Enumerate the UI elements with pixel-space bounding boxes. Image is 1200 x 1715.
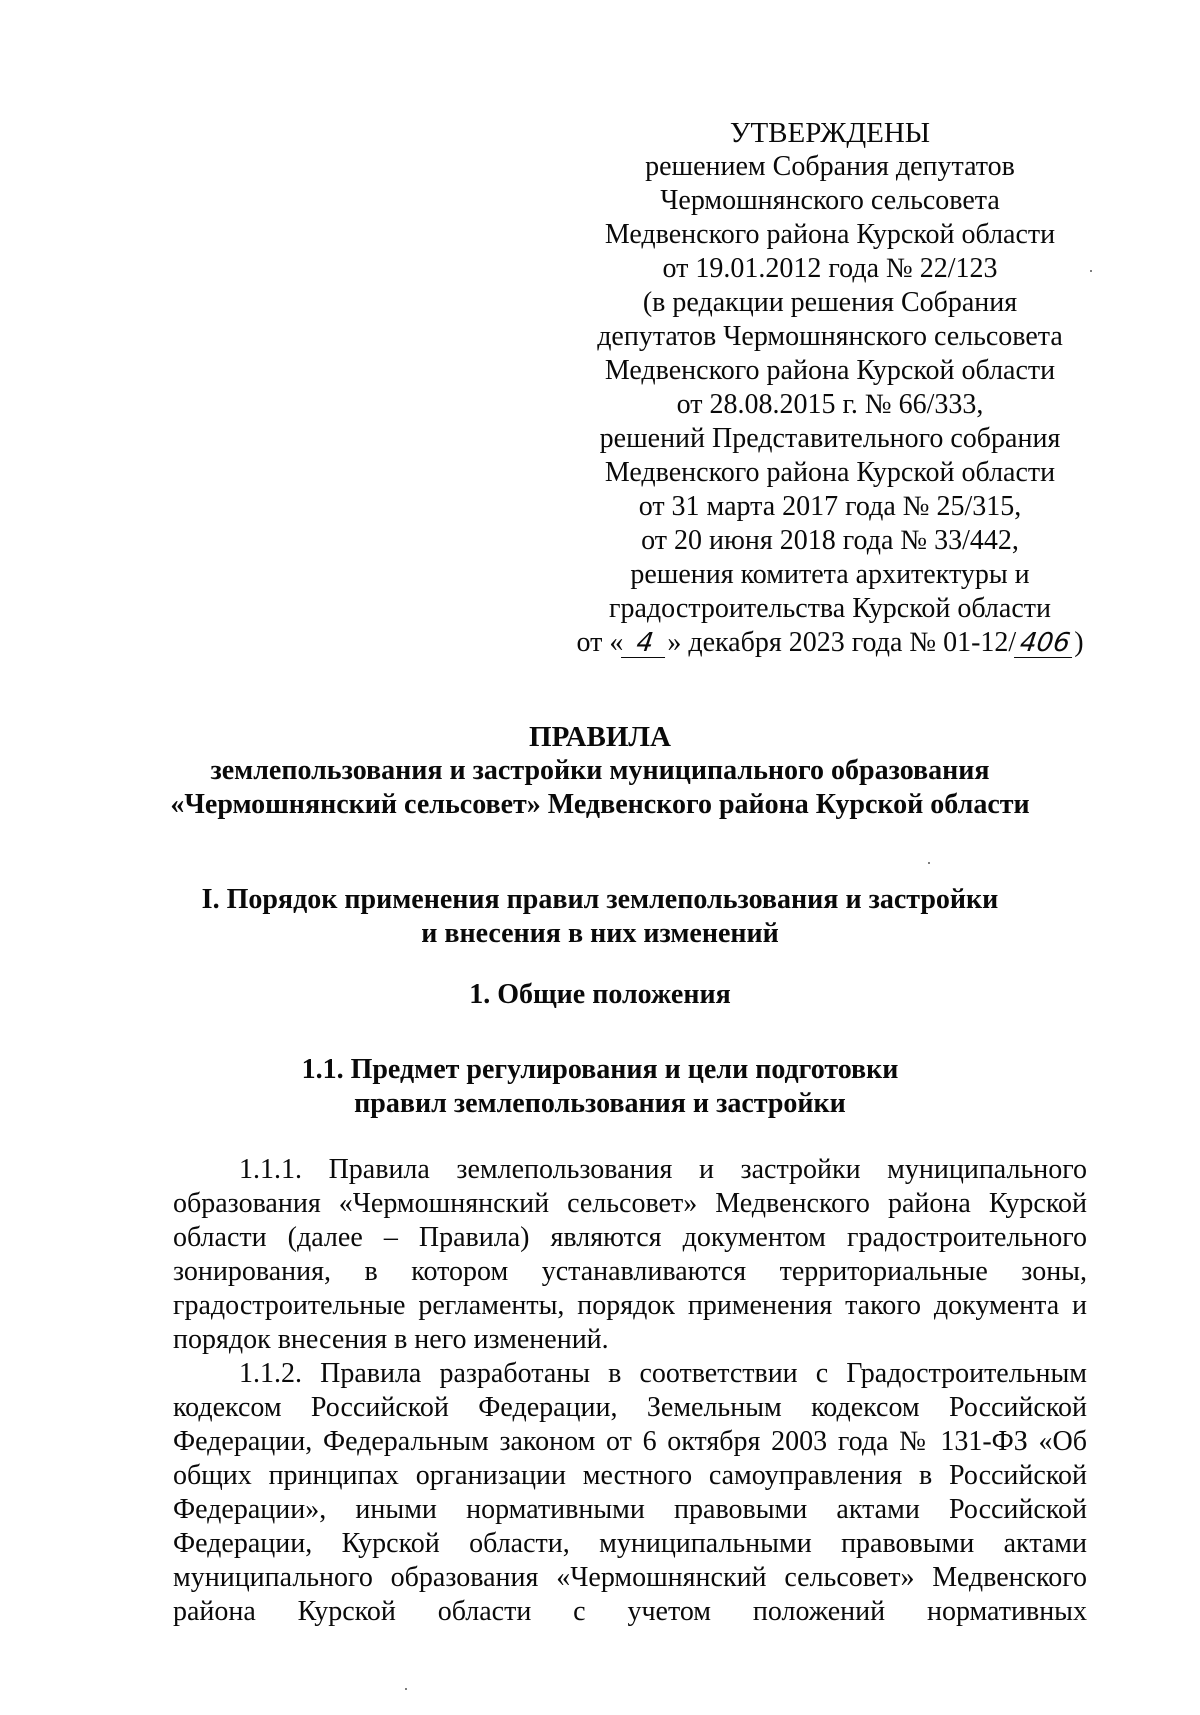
- document-subtitle-line: «Чермошнянский сельсовет» Медвенского района Курской области: [170, 789, 1030, 820]
- approval-line: от 31 марта 2017 года № 25/315,: [638, 491, 1022, 522]
- subsection-heading-line: 1.1. Предмет регулирования и цели подготовки: [301, 1054, 899, 1085]
- approval-date-suffix: ): [1074, 627, 1084, 658]
- approval-line: решения комитета архитектуры и: [630, 559, 1030, 590]
- scan-speck: [1090, 270, 1092, 272]
- handwritten-day: 4: [621, 629, 669, 658]
- approval-line: депутатов Чермошнянского сельсовета: [597, 321, 1063, 352]
- handwritten-number: 406: [1014, 629, 1076, 658]
- approval-date-middle: » декабря 2023 года № 01-12/: [667, 627, 1017, 658]
- approval-date-line: [560, 626, 1100, 660]
- approval-date-prefix: от «: [576, 627, 624, 658]
- paragraph-1-1-1: 1.1.1. Правила землепользования и застройки муниципального образования «Чермошнянский сельсовет» Медвенского района Курской области (далее – Правила) являются документом градостроительного зонирования, в котором устанавливаются территориальные зоны, градостроительные регламенты, порядок применения такого документа и порядок внесения в него изменений.: [173, 1154, 1087, 1355]
- approval-line: решений Представительного собрания: [599, 423, 1061, 454]
- approval-line: от 19.01.2012 года № 22/123: [662, 253, 998, 284]
- approval-line: Медвенского района Курской области: [604, 457, 1056, 488]
- document-title-main: ПРАВИЛА: [529, 721, 671, 753]
- approval-line: решением Собрания депутатов: [645, 151, 1015, 182]
- section-heading-line: и внесения в них изменений: [421, 918, 779, 949]
- section-heading-line: I. Порядок применения правил землепользования и застройки: [201, 884, 999, 915]
- approval-line: от 20 июня 2018 года № 33/442,: [641, 525, 1019, 556]
- body-text: [173, 1153, 1087, 1629]
- document-title: [0, 720, 1200, 822]
- approval-line: Медвенского района Курской области: [604, 355, 1056, 386]
- approval-line: Чермошнянского сельсовета: [660, 185, 1000, 216]
- document-subtitle-line: землепользования и застройки муниципального образования: [210, 755, 990, 786]
- subsection-heading-line: правил землепользования и застройки: [354, 1088, 846, 1119]
- approval-line: градостроительства Курской области: [609, 593, 1051, 624]
- paragraph-1-1-2: 1.1.2. Правила разработаны в соответствии с Градостроительным кодексом Российской Федерации, Земельным кодексом Российской Федерации, Федеральным законом от 6 октября 2003 года № 131-ФЗ «Об общих принципах организации местного самоуправления в Российской Федерации», иными нормативными правовыми актами Российской Федерации, Курской области, муниципальными правовыми актами муниципального образования «Чермошнянский сельсовет» Медвенского района Курской области с учетом положений нормативных: [173, 1358, 1087, 1627]
- section-heading: [0, 883, 1200, 951]
- approval-block: [560, 116, 1100, 660]
- chapter-heading-line: 1. Общие положения: [469, 979, 731, 1010]
- approval-line: Медвенского района Курской области: [604, 219, 1056, 250]
- scan-speck: [405, 1688, 407, 1690]
- approval-line: от 28.08.2015 г. № 66/333,: [676, 389, 984, 420]
- chapter-heading: [0, 978, 1200, 1012]
- subsection-heading: [0, 1053, 1200, 1121]
- scan-speck: [928, 862, 930, 864]
- approval-title: УТВЕРЖДЕНЫ: [729, 117, 931, 149]
- approval-line: (в редакции решения Собрания: [642, 287, 1018, 318]
